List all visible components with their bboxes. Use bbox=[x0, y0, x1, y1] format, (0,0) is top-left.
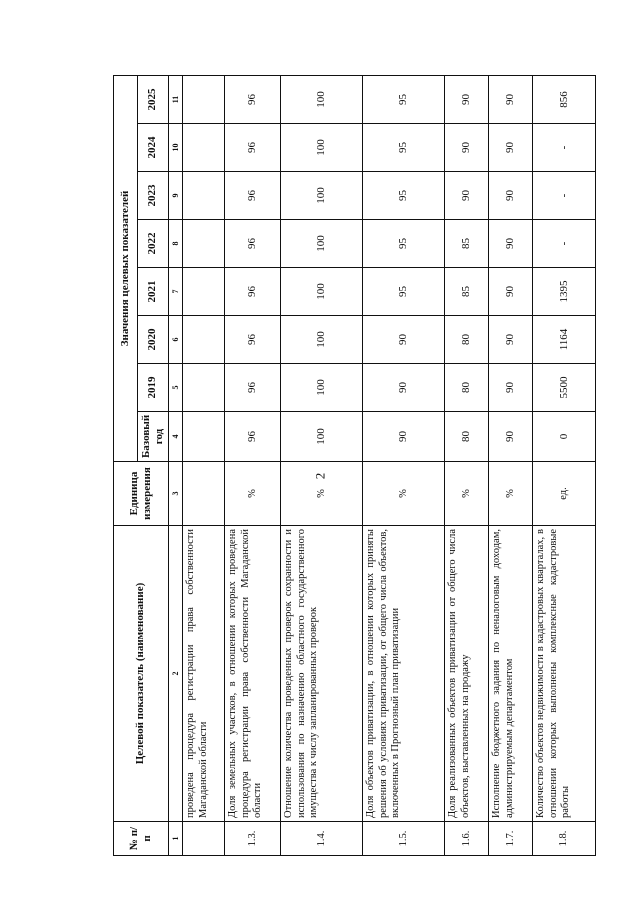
base-value: 100 bbox=[281, 412, 363, 462]
column-index: 6 bbox=[168, 316, 182, 364]
column-index: 10 bbox=[168, 124, 182, 172]
year-value: 90 bbox=[489, 75, 533, 123]
indicator-name: Доля реализованных объектов приватизации от общего числа объектов, выставленных на продажу bbox=[445, 526, 489, 822]
year-value: 100 bbox=[281, 364, 363, 412]
year-value: 90 bbox=[445, 172, 489, 220]
header-year: 2025 bbox=[138, 75, 169, 123]
header-year: 2019 bbox=[138, 364, 169, 412]
header-year: 2020 bbox=[138, 316, 169, 364]
table-row bbox=[445, 75, 489, 855]
header-year: 2024 bbox=[138, 124, 169, 172]
column-index: 5 bbox=[168, 364, 182, 412]
table-row bbox=[533, 75, 596, 855]
year-value: 90 bbox=[489, 268, 533, 316]
unit-cell: % bbox=[445, 462, 489, 526]
column-index: 11 bbox=[168, 75, 182, 123]
column-index: 8 bbox=[168, 220, 182, 268]
year-value: 80 bbox=[445, 316, 489, 364]
header-year: 2022 bbox=[138, 220, 169, 268]
unit-cell: ед. bbox=[533, 462, 596, 526]
year-value: - bbox=[533, 220, 596, 268]
year-value: 96 bbox=[225, 172, 281, 220]
indicator-name: проведена процедура регистрации права собственности Магаданской области bbox=[183, 526, 225, 822]
year-value: 90 bbox=[489, 172, 533, 220]
unit-cell: % bbox=[225, 462, 281, 526]
year-value: 100 bbox=[281, 75, 363, 123]
year-value: 90 bbox=[489, 316, 533, 364]
year-value: 90 bbox=[445, 124, 489, 172]
table-row bbox=[489, 75, 533, 855]
table-row bbox=[363, 75, 445, 855]
unit-cell: % bbox=[363, 462, 445, 526]
year-value: 96 bbox=[225, 220, 281, 268]
indicator-name: Отношение количества проведенных проверок сохранности и использования по назначению областного государственного имущества к числу запланированных проверок bbox=[281, 526, 363, 822]
unit-cell: % bbox=[489, 462, 533, 526]
year-value: 100 bbox=[281, 268, 363, 316]
base-value: 90 bbox=[363, 412, 445, 462]
table-row bbox=[225, 75, 281, 855]
year-value: 95 bbox=[363, 172, 445, 220]
base-value: 0 bbox=[533, 412, 596, 462]
base-value: 96 bbox=[225, 412, 281, 462]
year-value: 100 bbox=[281, 316, 363, 364]
year-value: 96 bbox=[225, 268, 281, 316]
year-value: 95 bbox=[363, 75, 445, 123]
year-value bbox=[183, 268, 225, 316]
indicator-name: Доля земельных участков, в отношении которых проведена процедура регистрации права собственности Магаданской области bbox=[225, 526, 281, 822]
year-value: 5500 bbox=[533, 364, 596, 412]
year-value: 85 bbox=[445, 268, 489, 316]
year-value: 90 bbox=[489, 220, 533, 268]
base-value: 80 bbox=[445, 412, 489, 462]
column-index-row bbox=[168, 75, 182, 855]
indicator-name: Исполнение бюджетного задания по неналоговым доходам, администрируемым департаментом bbox=[489, 526, 533, 822]
column-index: 7 bbox=[168, 268, 182, 316]
year-value: 1164 bbox=[533, 316, 596, 364]
table-row bbox=[281, 75, 363, 855]
year-value: 95 bbox=[363, 268, 445, 316]
row-number: 1.7. bbox=[489, 822, 533, 856]
year-value bbox=[183, 172, 225, 220]
target-indicators-table bbox=[113, 75, 596, 856]
year-value: 85 bbox=[445, 220, 489, 268]
year-value: 90 bbox=[363, 316, 445, 364]
year-value: 90 bbox=[489, 124, 533, 172]
base-value: 90 bbox=[489, 412, 533, 462]
year-value bbox=[183, 75, 225, 123]
column-index: 9 bbox=[168, 172, 182, 220]
page-number: 2 bbox=[312, 472, 327, 480]
year-value: 95 bbox=[363, 124, 445, 172]
unit-cell bbox=[183, 462, 225, 526]
header-year: 2021 bbox=[138, 268, 169, 316]
header-row-top bbox=[114, 75, 138, 855]
header-no: № п/п bbox=[114, 822, 169, 856]
year-value: 96 bbox=[225, 316, 281, 364]
row-number bbox=[183, 822, 225, 856]
indicator-name: Количество объектов недвижимости в кадастровых кварталах, в отношении которых выполнены комплексные кадастровые работы bbox=[533, 526, 596, 822]
row-number: 1.6. bbox=[445, 822, 489, 856]
year-value: - bbox=[533, 172, 596, 220]
year-value: 90 bbox=[489, 364, 533, 412]
year-value: 90 bbox=[363, 364, 445, 412]
year-value bbox=[183, 124, 225, 172]
year-value: 96 bbox=[225, 124, 281, 172]
year-value: 80 bbox=[445, 364, 489, 412]
year-value: 96 bbox=[225, 364, 281, 412]
row-number: 1.3. bbox=[225, 822, 281, 856]
header-indicator: Целевой показатель (наименование) bbox=[114, 526, 169, 822]
year-value: 96 bbox=[225, 75, 281, 123]
year-value: 100 bbox=[281, 124, 363, 172]
year-value: 95 bbox=[363, 220, 445, 268]
rotated-table-container bbox=[113, 76, 572, 856]
base-value bbox=[183, 412, 225, 462]
year-value: - bbox=[533, 124, 596, 172]
column-index: 1 bbox=[168, 822, 182, 856]
header-base-year: Базовый год bbox=[138, 412, 169, 462]
year-value: 100 bbox=[281, 172, 363, 220]
column-index: 4 bbox=[168, 412, 182, 462]
header-unit: Единица измерения bbox=[114, 462, 169, 526]
year-value bbox=[183, 364, 225, 412]
year-value bbox=[183, 220, 225, 268]
row-number: 1.4. bbox=[281, 822, 363, 856]
column-index: 2 bbox=[168, 526, 182, 822]
row-number: 1.5. bbox=[363, 822, 445, 856]
header-year: 2023 bbox=[138, 172, 169, 220]
year-value: 1395 bbox=[533, 268, 596, 316]
row-number: 1.8. bbox=[533, 822, 596, 856]
header-values-group: Значения целевых показателей bbox=[114, 75, 138, 461]
year-value: 90 bbox=[445, 75, 489, 123]
indicator-name: Доля объектов приватизации, в отношении которых приняты решения об условиях приватизации, от общего числа объектов, включенных в Прогнозный план приватизации bbox=[363, 526, 445, 822]
unit-cell: % bbox=[281, 462, 363, 526]
table-row bbox=[183, 75, 225, 855]
year-value bbox=[183, 316, 225, 364]
year-value: 100 bbox=[281, 220, 363, 268]
column-index: 3 bbox=[168, 462, 182, 526]
year-value: 856 bbox=[533, 75, 596, 123]
